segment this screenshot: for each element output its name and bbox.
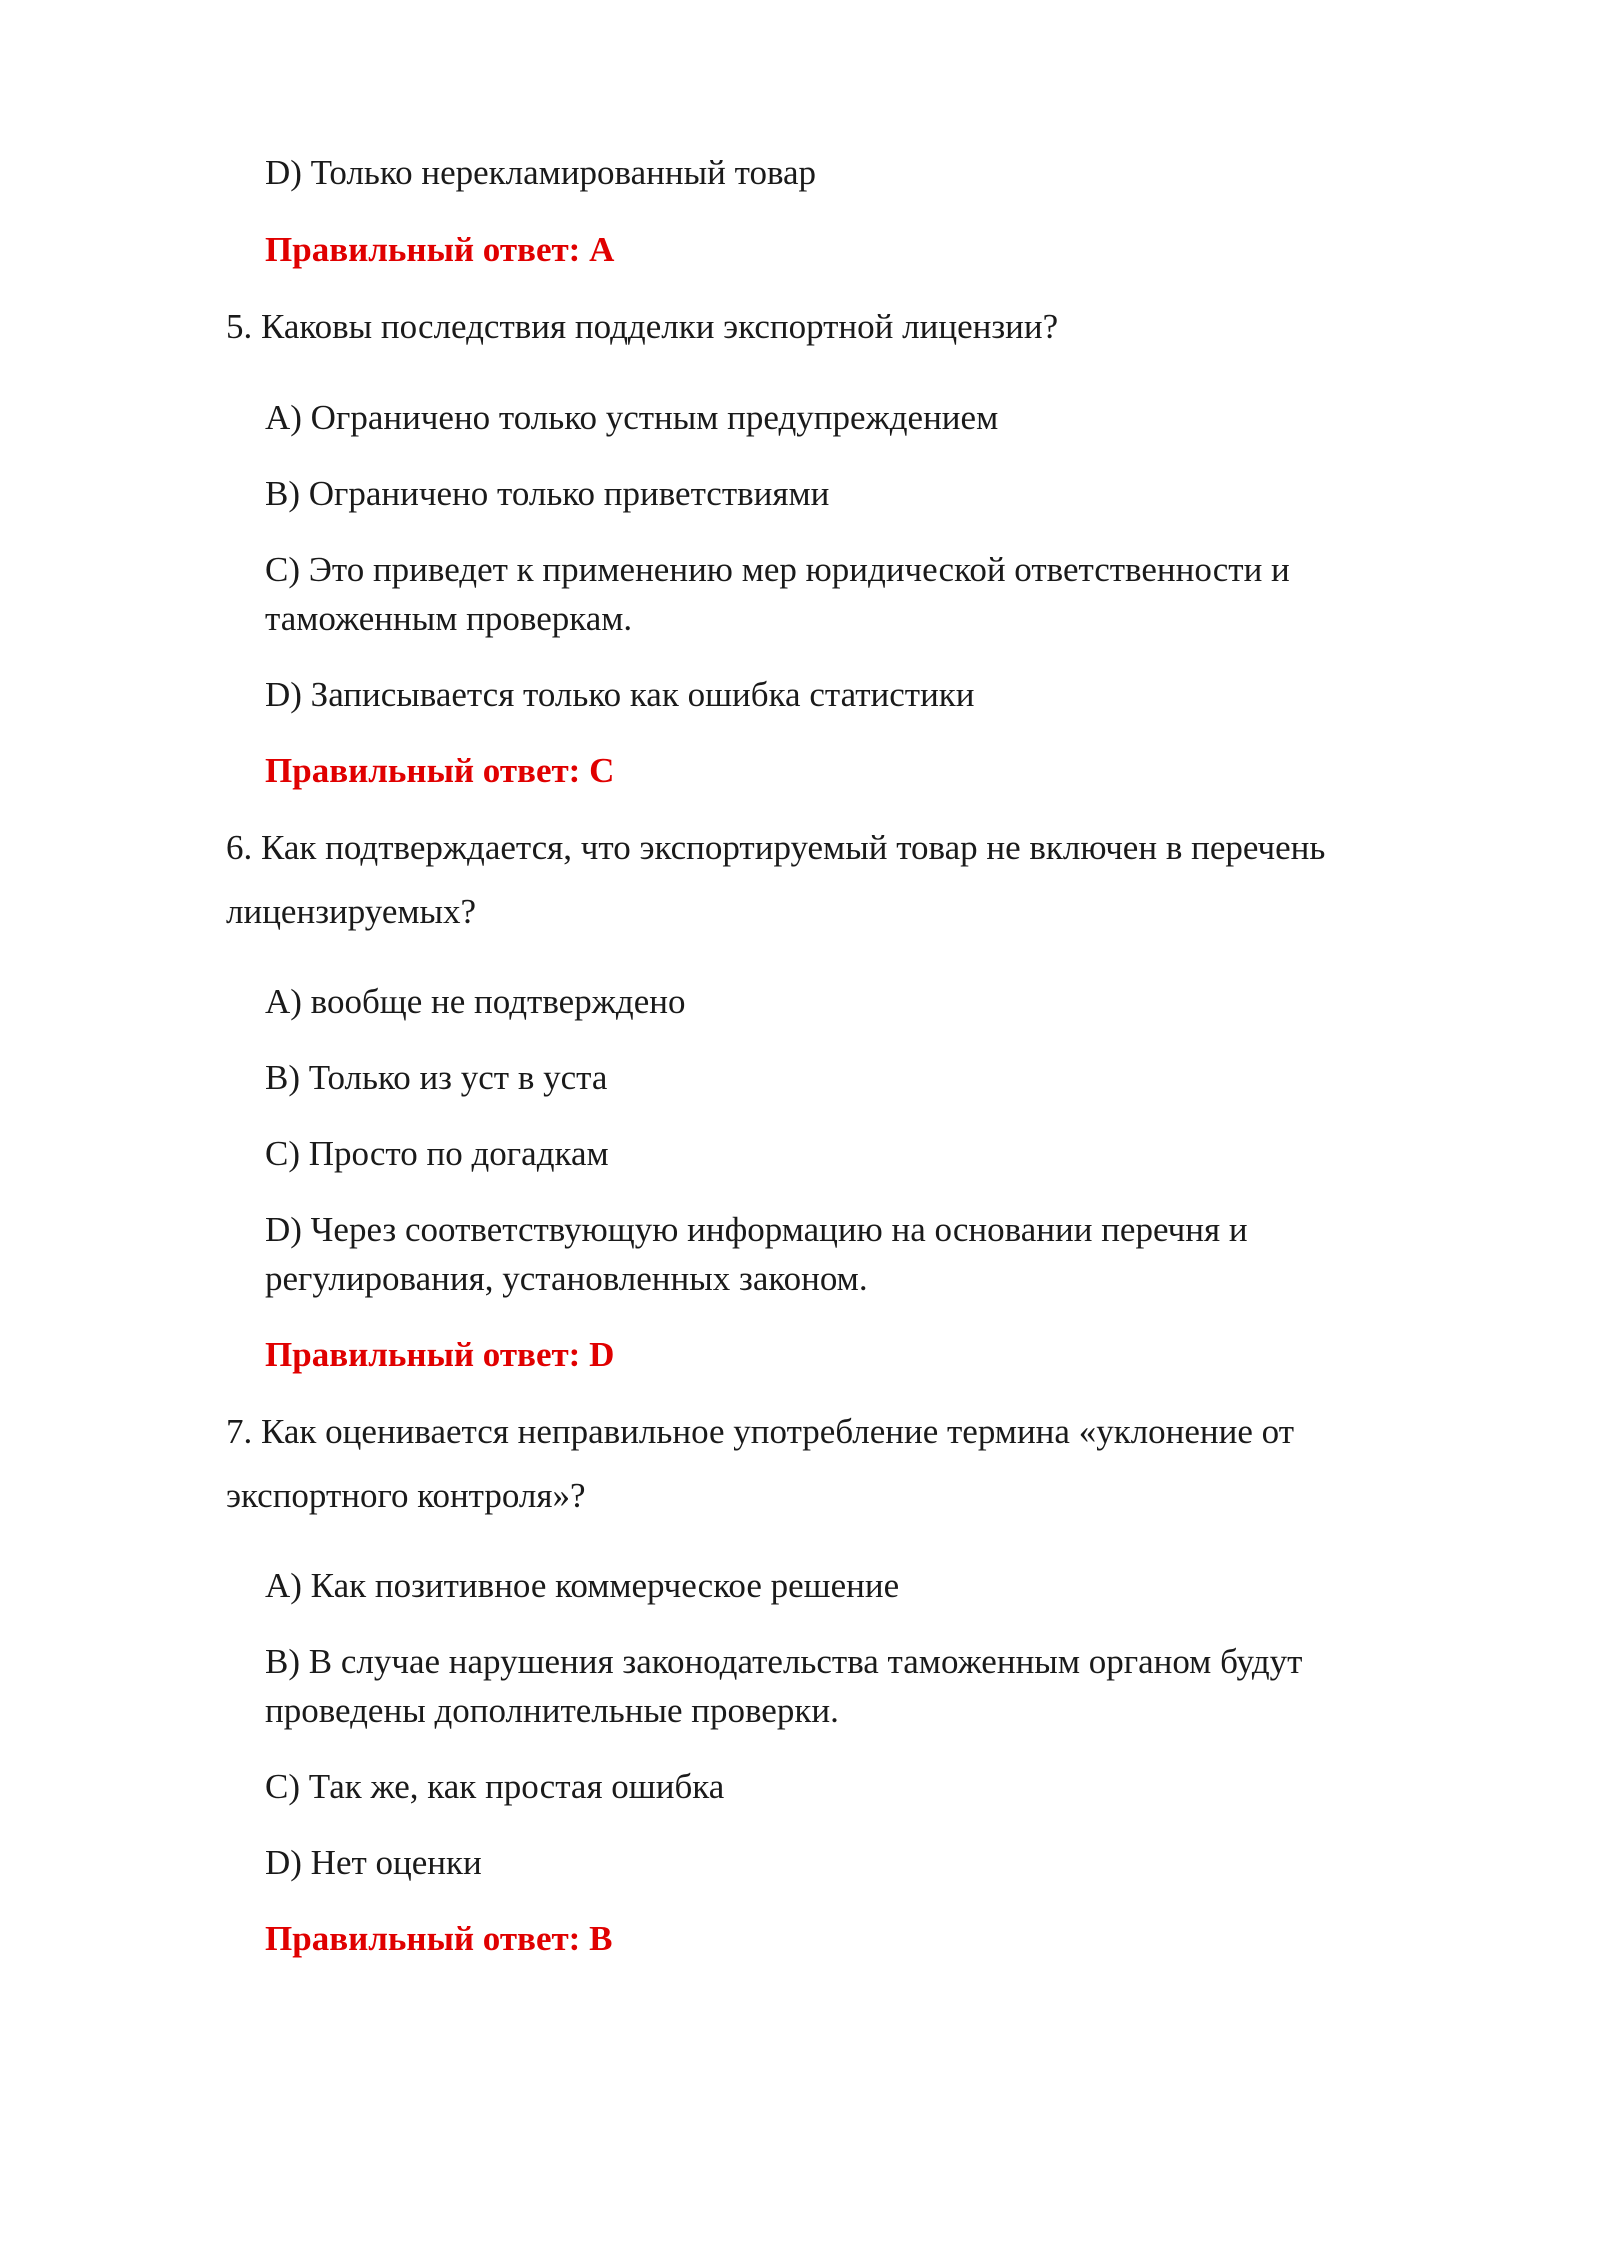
option-line: D) Только нерекламированный товар [265,153,817,192]
option-line: B) Только из уст в уста [265,1058,608,1097]
option-line-continued: таможенным проверкам. [265,599,633,638]
option-line: C) Это приведет к применению мер юридической ответственности и [265,550,1290,589]
option-line: D) Нет оценки [265,1843,482,1882]
option-line: A) вообще не подтверждено [265,982,686,1021]
question-line: 5. Каковы последствия подделки экспортной лицензии? [226,307,1059,346]
option-line: B) В случае нарушения законодательства таможенным органом будут [265,1642,1303,1681]
option-line: B) Ограничено только приветствиями [265,474,830,513]
question-line-continued: экспортного контроля»? [226,1476,586,1515]
correct-answer: Правильный ответ: B [265,1919,613,1958]
question-line-continued: лицензируемых? [226,892,477,931]
option-line: C) Так же, как простая ошибка [265,1767,725,1806]
option-line: A) Как позитивное коммерческое решение [265,1566,900,1605]
option-line-continued: проведены дополнительные проверки. [265,1691,839,1730]
correct-answer: Правильный ответ: C [265,751,615,790]
correct-answer: Правильный ответ: A [265,230,615,269]
correct-answer: Правильный ответ: D [265,1335,615,1374]
option-line: D) Через соответствующую информацию на основании перечня и [265,1210,1248,1249]
question-line: 7. Как оценивается неправильное употребление термина «уклонение от [226,1412,1295,1451]
option-line: D) Записывается только как ошибка статистики [265,675,975,714]
option-line: A) Ограничено только устным предупреждением [265,398,999,437]
question-line: 6. Как подтверждается, что экспортируемый товар не включен в перечень [226,828,1326,867]
option-line: C) Просто по догадкам [265,1134,609,1173]
option-line-continued: регулирования, установленных законом. [265,1259,868,1298]
